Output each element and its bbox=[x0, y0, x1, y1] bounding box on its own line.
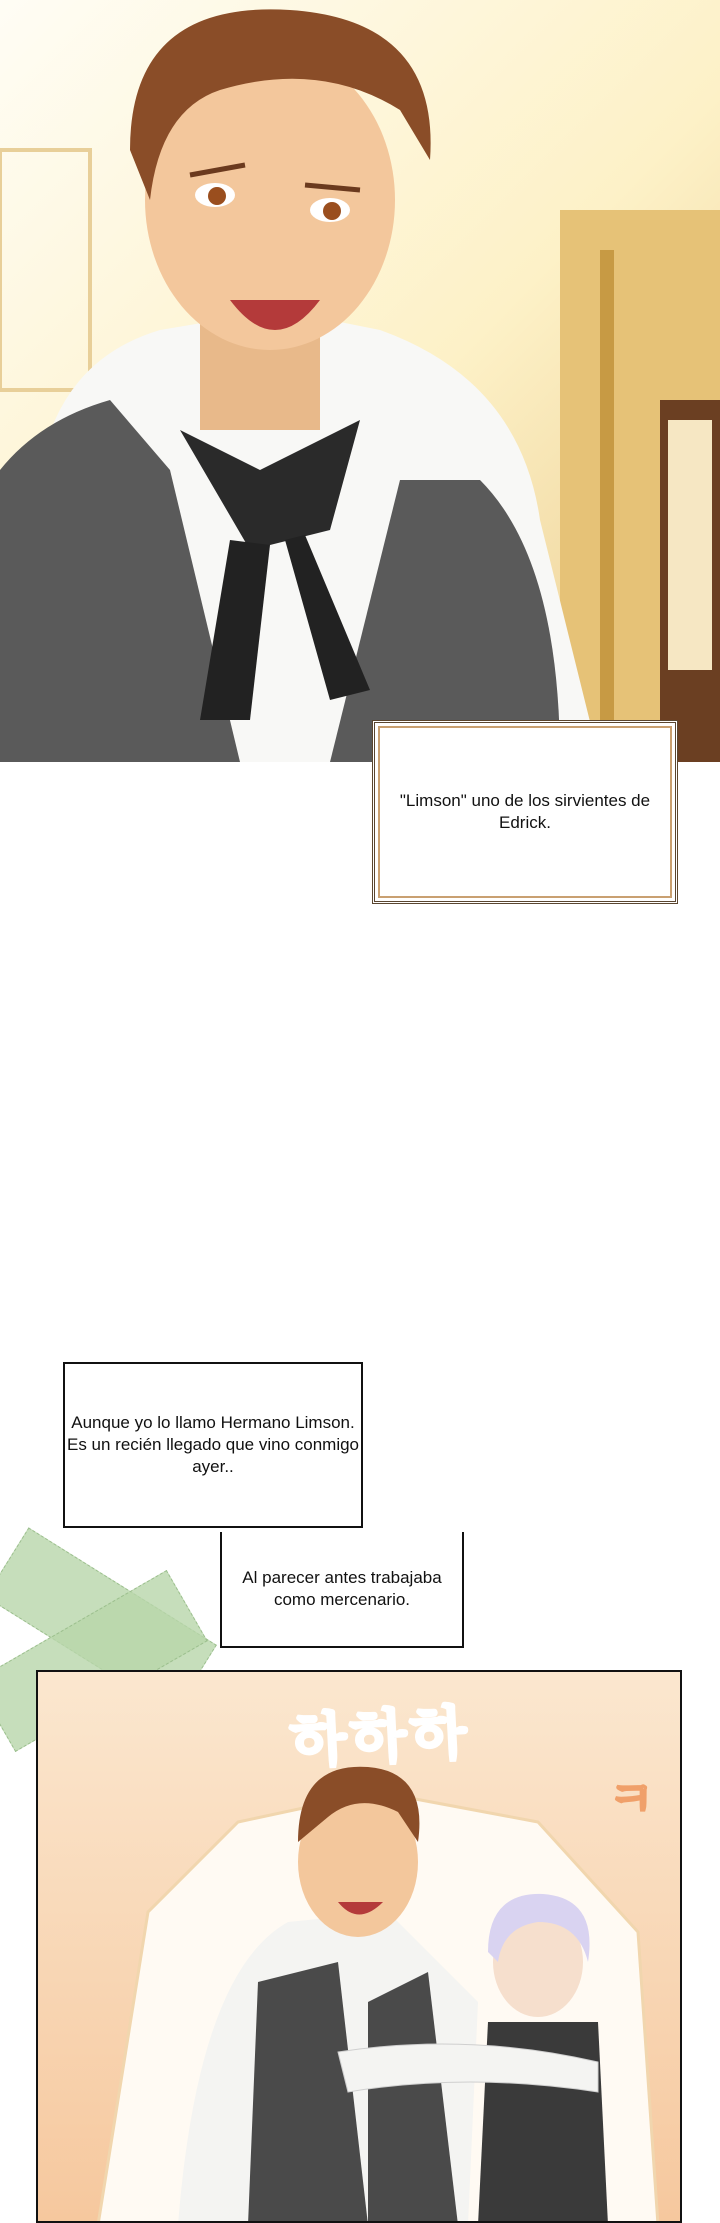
caption-introduction-2 bbox=[220, 1532, 464, 1648]
caption-introduction-2-text: Al parecer antes trabajaba como mercenario. bbox=[242, 1568, 442, 1609]
caption-introduction-1-text: Aunque yo lo llamo Hermano Limson. Es un recién llegado que vino conmigo ayer.. bbox=[66, 1413, 360, 1476]
sfx-side: ㅋ bbox=[608, 1771, 655, 1827]
sfx-laugh: 하하하 bbox=[288, 1698, 473, 1776]
caption-intro-text: "Limson" uno de los sirvientes de Edrick. bbox=[399, 791, 651, 832]
limson-portrait bbox=[0, 0, 720, 762]
caption-limson-intro bbox=[372, 720, 678, 904]
top-panel bbox=[0, 0, 720, 762]
caption-introduction-1 bbox=[63, 1362, 363, 1528]
